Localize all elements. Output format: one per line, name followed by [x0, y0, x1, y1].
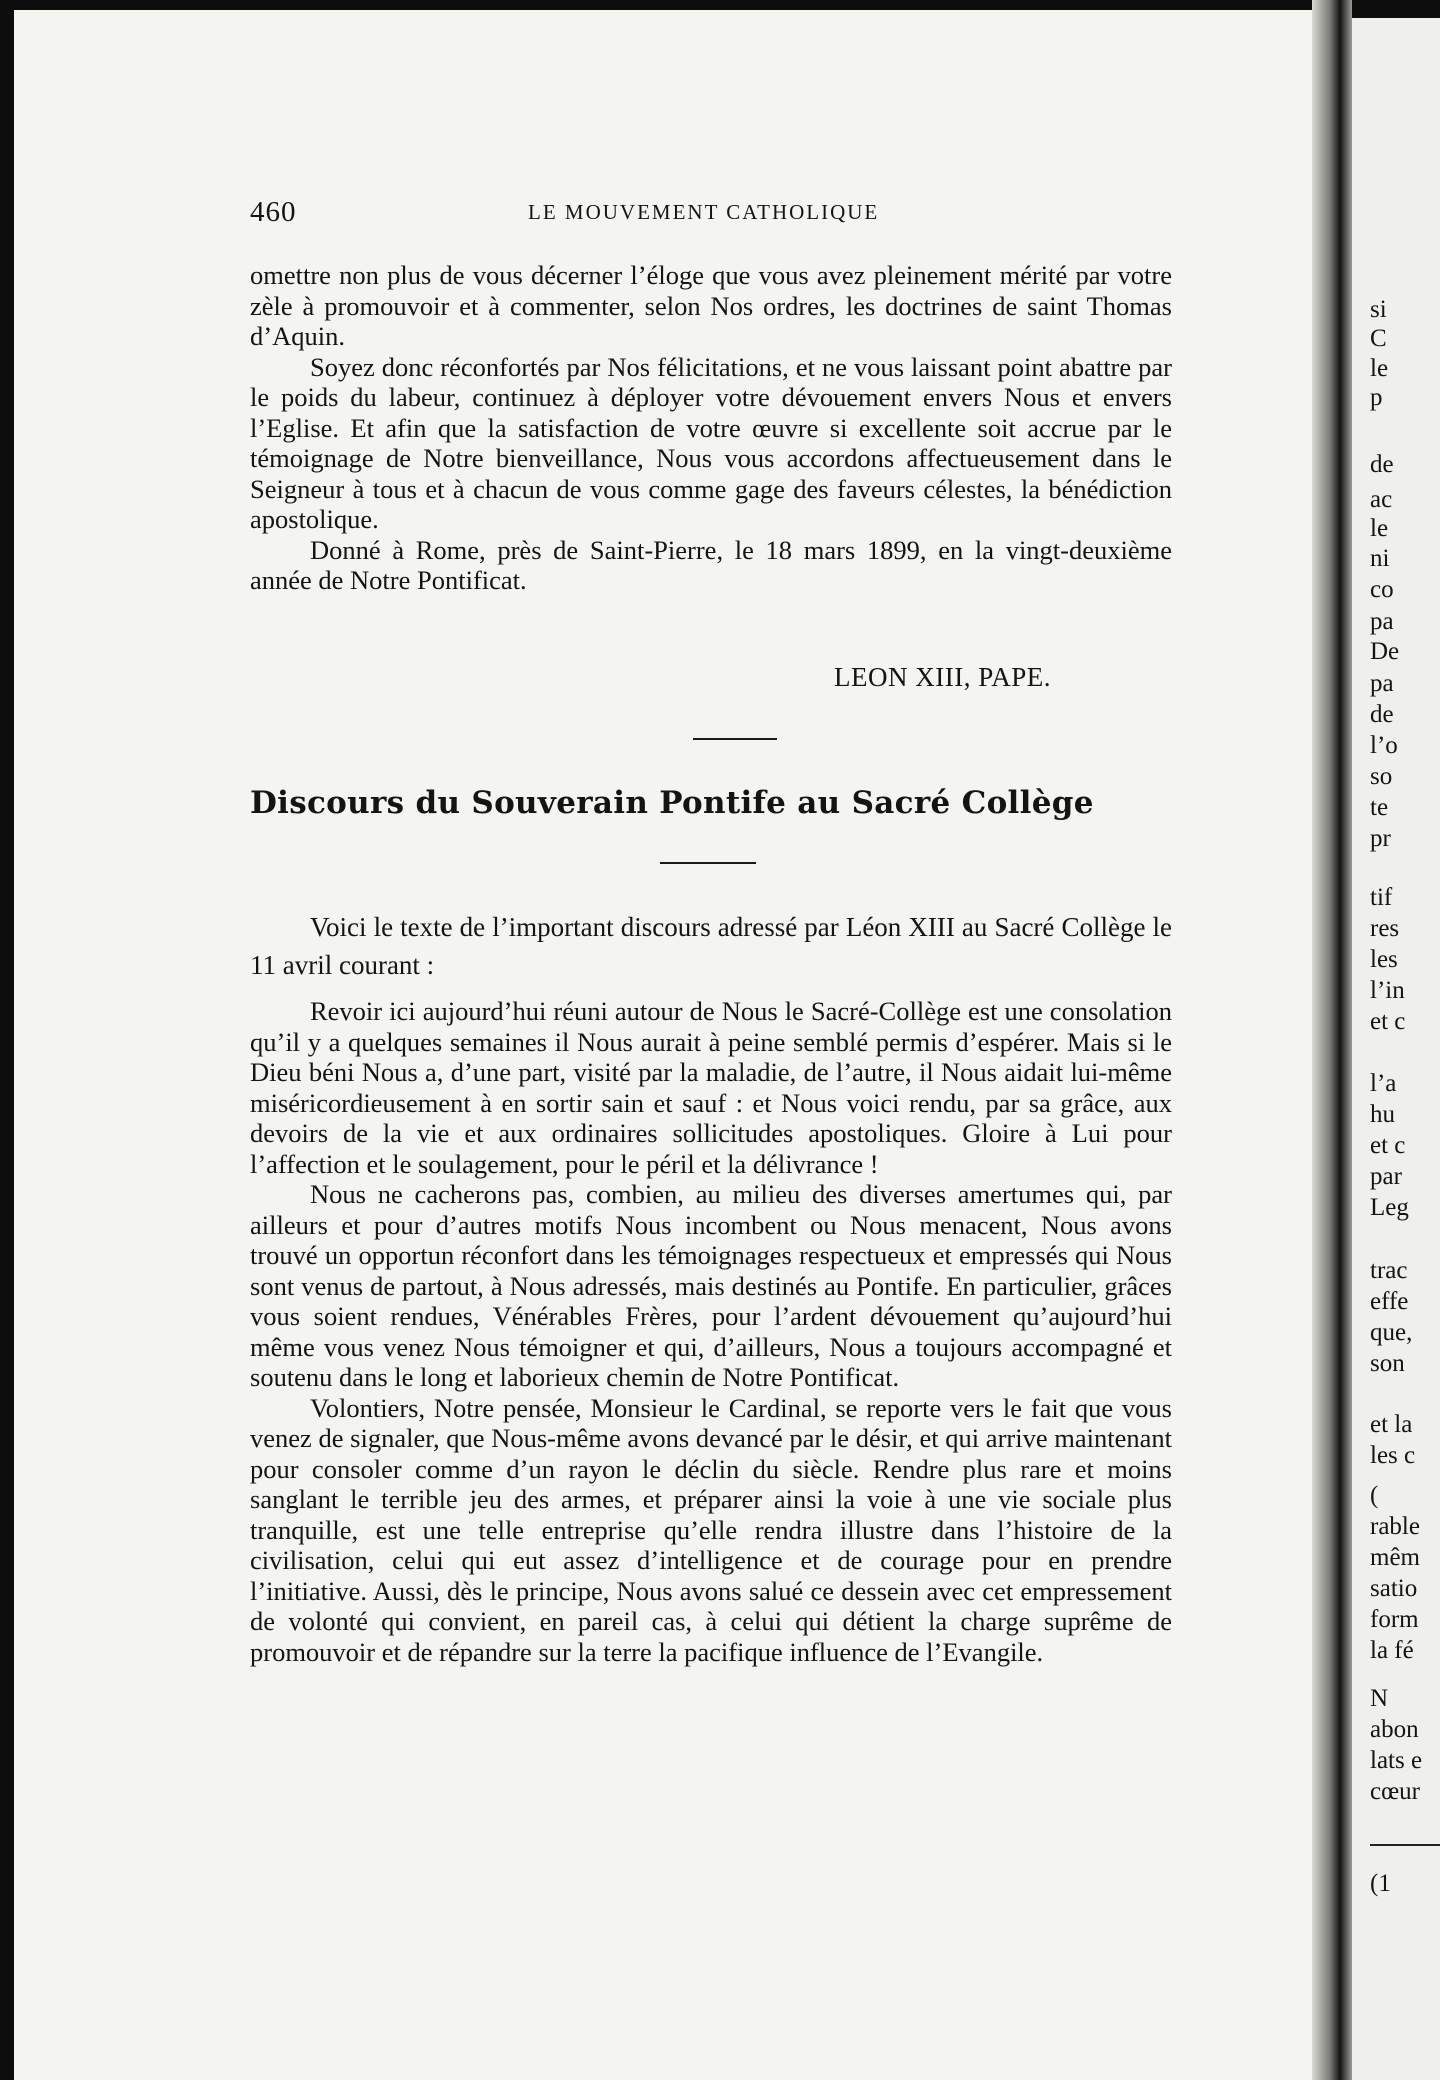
facing-text: pa: [1370, 608, 1394, 635]
facing-text: cœur: [1370, 1778, 1420, 1805]
facing-text: form: [1370, 1606, 1419, 1633]
facing-text: le: [1370, 355, 1389, 382]
facing-text: te: [1370, 794, 1389, 821]
facing-text: les c: [1370, 1442, 1416, 1469]
facing-text: l’in: [1370, 977, 1405, 1004]
facing-text: si: [1370, 296, 1387, 323]
running-title: LE MOUVEMENT CATHOLIQUE: [528, 200, 880, 224]
facing-text: par: [1370, 1163, 1402, 1190]
right-page-fragment: [1352, 18, 1440, 2080]
facing-text: hu: [1370, 1101, 1395, 1128]
discourse-body: [250, 996, 1172, 1667]
facing-text: De: [1370, 638, 1400, 665]
facing-text: et la: [1370, 1411, 1413, 1438]
facing-text: ni: [1370, 545, 1390, 572]
facing-text: effe: [1370, 1288, 1409, 1315]
facing-text: son: [1370, 1350, 1405, 1377]
heading-underline-rule: [660, 862, 756, 864]
facing-text: abon: [1370, 1716, 1419, 1743]
facing-footnote-rule: [1370, 1844, 1440, 1846]
letter-paragraph: omettre non plus de vous décerner l’éloge que vous avez pleinement mérité par votre zèle à promouvoir et à commenter, selon Nos ordres, les doctrines de saint Thomas d’Aquin.: [250, 260, 1172, 351]
book-gutter: [1312, 0, 1352, 2080]
discourse-paragraph: Nous ne cacherons pas, combien, au milieu des diverses amertumes qui, par ailleurs et pour d’autres motifs Nous incombent ou Nous menacent, Nous avons trouvé un opportun réconfort dans les témoignages respectueux et empressés qui Nous sont venus de partout, à Nous adressés, mais destinés au Pontife. En particulier, grâces vous soient rendues, Vénérables Frères, pour l’ardent dévouement qu’aujourd’hui même vous venez Nous témoigner et qui, d’ailleurs, Nous a toujours accompagné et soutenu dans le long et laborieux chemin de Notre Pontificat.: [250, 1179, 1172, 1392]
running-head: [250, 196, 1180, 230]
facing-text: pa: [1370, 670, 1394, 697]
facing-text: lats e: [1370, 1747, 1423, 1774]
facing-text: et c: [1370, 1132, 1406, 1159]
facing-text: C: [1370, 325, 1387, 352]
facing-text: et c: [1370, 1008, 1406, 1035]
section-divider: [693, 738, 777, 740]
letter-body: [250, 260, 1172, 596]
facing-text: ac: [1370, 486, 1393, 513]
facing-text: de: [1370, 701, 1394, 728]
letter-paragraph: Donné à Rome, près de Saint-Pierre, le 18 mars 1899, en la vingt-deuxième année de Notre Pontificat.: [250, 534, 1172, 595]
facing-text: le: [1370, 515, 1389, 542]
facing-text: l’a: [1370, 1070, 1397, 1097]
facing-text: rable: [1370, 1513, 1420, 1540]
page-number: 460: [250, 196, 297, 228]
facing-text: l’o: [1370, 732, 1398, 759]
facing-text: la fé: [1370, 1637, 1414, 1664]
facing-text: co: [1370, 576, 1394, 603]
facing-text: de: [1370, 451, 1394, 478]
discourse-paragraph: Volontiers, Notre pensée, Monsieur le Cardinal, se reporte vers le fait que vous venez de signaler, que Nous-même avons devancé par le désir, et qui arrive maintenant pour consoler comme d’un rayon le déclin du siècle. Rendre plus rare et moins sanglant le terrible jeu des armes, et préparer ainsi la voie à une vie sociale plus tranquille, est une telle entreprise qu’elle rendra illustre dans l’histoire de la civilisation, celui qui eut assez d’intelligence et de courage pour en prendre l’initiative. Aussi, dès le principe, Nous avons salué ce dessein avec cet empressement de volonté qui convient, en pareil cas, à celui qui détient la charge suprême de promouvoir et de répandre sur la terre la pacifique influence de l’Evangile.: [250, 1392, 1172, 1667]
facing-text: mêm: [1370, 1544, 1420, 1571]
facing-text: les: [1370, 946, 1398, 973]
facing-text: res: [1370, 915, 1400, 942]
facing-text: p: [1370, 384, 1383, 411]
facing-text: trac: [1370, 1257, 1408, 1284]
facing-text: Leg: [1370, 1194, 1409, 1221]
section-heading: Discours du Souverain Pontife au Sacré Collège: [250, 785, 1094, 821]
facing-text: so: [1370, 763, 1393, 790]
facing-text: (: [1370, 1482, 1379, 1509]
facing-text: satio: [1370, 1575, 1418, 1602]
letter-paragraph: Soyez donc réconfortés par Nos félicitations, et ne vous laissant point abattre par le poids du labeur, continuez à déployer votre dévouement envers Nous et envers l’Eglise. Et afin que la satisfaction de votre œuvre si excellente soit accrue par le témoignage de Notre bienveillance, Nous vous accordons affectueusement dans le Seigneur à tous et à chacun de vous comme gage des faveurs célestes, la bénédiction apostolique.: [250, 351, 1172, 534]
facing-text: que,: [1370, 1319, 1413, 1346]
signature: LEON XIII, PAPE.: [834, 662, 1051, 692]
facing-text: N: [1370, 1685, 1389, 1712]
facing-text: tif: [1370, 884, 1393, 911]
facing-footnote: (1: [1370, 1870, 1391, 1897]
intro-paragraph: Voici le texte de l’important discours adressé par Léon XIII au Sacré Collège le 11 avril courant :: [250, 912, 1172, 980]
facing-text: pr: [1370, 825, 1391, 852]
discourse-paragraph: Revoir ici aujourd’hui réuni autour de Nous le Sacré-Collège est une consolation qu’il y a quelques semaines il Nous aurait à peine semblé permis d’espérer. Mais si le Dieu béni Nous a, d’une part, visité par la maladie, de l’autre, il Nous aidait lui-même miséricordieusement à en sortir sain et sauf : et Nous voici rendu, par sa grâce, aux devoirs de la vie et aux ordinaires sollicitudes apostoliques. Gloire à Lui pour l’affection et le soulagement, pour le péril et la délivrance !: [250, 996, 1172, 1179]
